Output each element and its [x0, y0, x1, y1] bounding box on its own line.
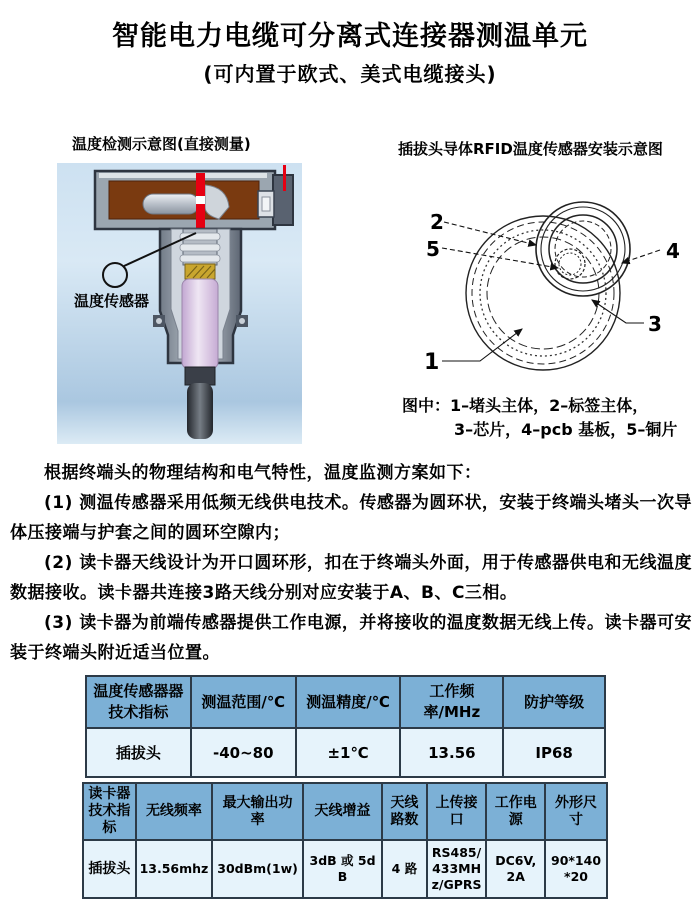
label-2: 2	[430, 210, 444, 234]
rib-band	[180, 255, 220, 262]
reader-table-data-row	[83, 840, 607, 898]
reader-cell-power: 30dBm(1w)	[212, 840, 303, 898]
label-4: 4	[666, 239, 680, 263]
reader-spec-table	[82, 782, 608, 899]
figure-caption	[402, 394, 677, 442]
reader-cell-supply: DC6V, 2A	[486, 840, 545, 898]
reader-th-interface: 上传接口	[427, 783, 487, 840]
label-3: 3	[648, 312, 662, 336]
reader-cell-size: 90*140*20	[545, 840, 607, 898]
paragraph-3: (3) 读卡器为前端传感器提供工作电源，并将接收的温度数据无线上传。读卡器可安装于终端头附近适当位置。	[10, 613, 692, 663]
tag-ring-outer	[536, 202, 630, 296]
plug-body-circle-4	[487, 237, 599, 349]
cable	[187, 383, 213, 439]
plug-body-outer-circle	[466, 216, 620, 370]
sensor-table-header-row	[86, 676, 605, 728]
connector-diagram	[57, 163, 302, 444]
sensor-callout-label: 温度传感器	[74, 292, 150, 310]
sensor-cell-frequency: 13.56	[400, 728, 503, 777]
sensor-spec-table	[85, 675, 606, 778]
left-figure-heading: 温度检测示意图(直接测量)	[72, 135, 251, 153]
tag-ring-dash	[555, 221, 611, 277]
plug-body-circle-3	[480, 230, 606, 356]
reader-cell-type: 插拔头	[83, 840, 136, 898]
conductor-pin	[143, 194, 199, 214]
plug-body-circle-2	[472, 222, 614, 364]
reader-th-frequency: 无线频率	[136, 783, 213, 840]
sensor-cell-protection: IP68	[503, 728, 605, 777]
reader-th-indicator: 读卡器技术指标	[83, 783, 136, 840]
lug-left-hole	[156, 318, 162, 324]
reader-cell-interface: RS485/433MHz/GPRS	[427, 840, 487, 898]
lug-right-hole	[239, 318, 245, 324]
tag-ring-mid	[541, 207, 625, 291]
reader-cell-gain: 3dB 或 5dB	[303, 840, 382, 898]
sensor-th-range: 测温范围/℃	[191, 676, 296, 728]
paragraph-1: (1) 测温传感器采用低频无线供电技术。传感器为圆环状，安装于终端头堵头一次导体压接端与护套之间的圆环空隙内；	[10, 493, 692, 543]
sensor-th-protection: 防护等级	[503, 676, 605, 728]
sensor-th-indicator: 温度传感器器技术指标	[86, 676, 191, 728]
bushing-contact-tip	[262, 197, 270, 211]
reader-th-power: 最大输出功率	[212, 783, 303, 840]
rib-band	[180, 244, 220, 251]
paragraph-2: (2) 读卡器天线设计为开口圆环形，扣在于终端头外面，用于传感器供电和无线温度数据接收。读卡器共连接3路天线分别对应安装于A、B、C三相。	[10, 553, 692, 603]
cable-coupler	[185, 367, 215, 385]
leader-4	[622, 250, 660, 263]
reader-th-gain: 天线增益	[303, 783, 382, 840]
copper-piece-circle-inner	[559, 253, 581, 275]
page-subtitle: (可内置于欧式、美式电缆接头)	[203, 62, 497, 86]
right-figure-heading: 插拔头导体RFID温度传感器安装示意图	[398, 140, 663, 158]
sensor-th-frequency: 工作频率/MHz	[400, 676, 503, 728]
caption-line-2: 3–芯片，4–pcb 基板，5–铜片	[454, 420, 678, 439]
connector-cross-section-figure	[57, 163, 302, 444]
label-1: 1	[424, 350, 440, 375]
reader-th-supply: 工作电源	[486, 783, 545, 840]
sensor-cell-range: -40~80	[191, 728, 296, 777]
reader-cell-frequency: 13.56mhz	[136, 840, 213, 898]
reader-cell-channels: 4 路	[382, 840, 427, 898]
reader-table-header-row	[83, 783, 607, 840]
label-5: 5	[426, 237, 440, 261]
sensor-cell-type: 插拔头	[86, 728, 191, 777]
red-reference-tick	[283, 165, 286, 191]
caption-line-1: 图中：1–堵头主体，2–标签主体，	[402, 396, 649, 415]
reader-th-size: 外形尺寸	[545, 783, 607, 840]
page-title: 智能电力电缆可分离式连接器测温单元	[112, 21, 588, 52]
sensor-table-data-row	[86, 728, 605, 777]
sensor-th-accuracy: 测温精度/℃	[296, 676, 401, 728]
reader-th-channels: 天线路数	[382, 783, 427, 840]
rfid-ring-figure	[398, 176, 690, 388]
paragraph-intro: 根据终端头的物理结构和电气特性，温度监测方案如下：	[44, 463, 482, 483]
sensor-cell-accuracy: ±1℃	[296, 728, 401, 777]
sensor-notch	[196, 196, 205, 204]
rfid-diagram	[398, 176, 690, 388]
body-text	[10, 458, 692, 668]
insulation-sleeve	[182, 279, 218, 369]
shell-highlight	[99, 173, 267, 178]
